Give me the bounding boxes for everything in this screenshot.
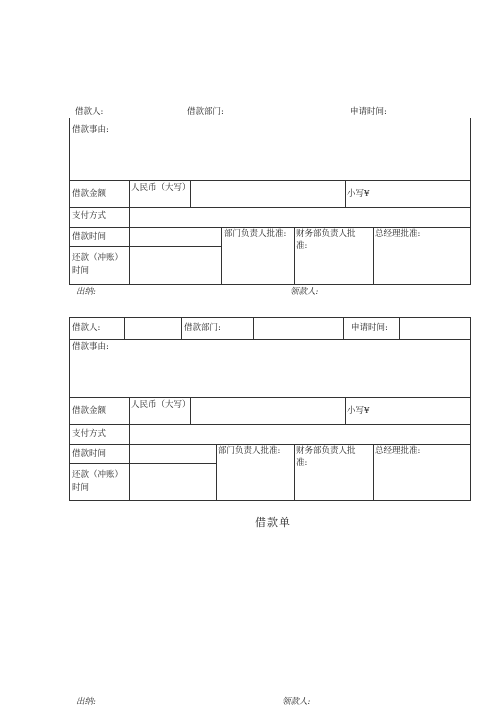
col-line	[216, 444, 217, 501]
row-line	[69, 284, 471, 285]
repay-label-line1: 还款（冲账）	[72, 470, 124, 480]
dept-approval-label: 部门负责人批准:	[218, 446, 281, 456]
finance-approval-line2: 准:	[296, 458, 308, 468]
row-line	[69, 444, 471, 445]
col-line	[345, 397, 346, 424]
row-line	[69, 339, 471, 340]
reason-field[interactable]	[130, 135, 460, 175]
gm-approval-label: 总经理批准:	[375, 229, 421, 239]
small-yen-label: 小写¥	[347, 189, 370, 199]
reason-field[interactable]	[130, 352, 460, 392]
dept-approval-label: 部门负责人批准:	[224, 229, 287, 239]
rmb-upper-label: 人民币（大写）	[131, 183, 191, 193]
small-yen-label: 小写¥	[347, 406, 370, 416]
col-line	[124, 317, 125, 339]
footer-cashier-label: 出纳:	[76, 697, 96, 707]
payment-method-field[interactable]	[131, 425, 469, 443]
col-line	[253, 317, 254, 339]
reason-label: 借款事由:	[72, 125, 109, 135]
apply-time-label: 申请时间:	[350, 107, 387, 117]
row-line	[69, 463, 216, 464]
footer-receiver-label: 领款人:	[282, 697, 311, 707]
payment-method-field[interactable]	[131, 208, 469, 226]
col-line	[399, 317, 400, 339]
payment-method-label: 支付方式	[72, 211, 107, 221]
repay-label-line2: 时间	[72, 483, 90, 493]
col-line	[294, 444, 295, 501]
col-line	[129, 397, 130, 501]
department-field[interactable]	[255, 319, 341, 337]
repay-label-line1: 还款（冲账）	[72, 253, 124, 263]
amount-label: 借款金额	[72, 189, 107, 199]
col-line	[345, 180, 346, 207]
payment-method-label: 支付方式	[72, 429, 107, 439]
col-line	[373, 227, 374, 285]
cashier-label: 出纳:	[76, 287, 96, 297]
department-label: 借款部门:	[187, 107, 224, 117]
finance-approval-line2: 准:	[296, 241, 308, 251]
borrower-label: 借款人:	[75, 107, 104, 117]
rmb-upper-label: 人民币（大写）	[131, 400, 191, 410]
col-line	[294, 227, 295, 285]
borrower-label: 借款人:	[72, 323, 101, 333]
form-border-right	[470, 118, 471, 285]
loan-time-label: 借款时间	[72, 232, 107, 242]
amount-upper-field[interactable]	[191, 181, 344, 206]
reason-label: 借款事由:	[72, 342, 109, 352]
department-label: 借款部门:	[184, 323, 221, 333]
finance-approval-line1: 财务部负责人批	[296, 229, 356, 239]
repay-label-line2: 时间	[72, 266, 90, 276]
col-line	[129, 180, 130, 285]
amount-upper-field[interactable]	[191, 398, 344, 423]
col-line	[343, 317, 344, 339]
apply-time-field[interactable]	[401, 319, 469, 337]
row-line	[69, 246, 221, 247]
form-border-left	[69, 118, 70, 285]
receiver-label: 领款人:	[290, 287, 319, 297]
finance-approval-line1: 财务部负责人批	[296, 446, 356, 456]
col-line	[181, 317, 182, 339]
col-line	[373, 444, 374, 501]
col-line	[221, 227, 222, 285]
loan-time-label: 借款时间	[72, 449, 107, 459]
document-title: 借款单	[255, 516, 291, 529]
gm-approval-label: 总经理批准:	[375, 446, 421, 456]
borrower-field[interactable]	[126, 319, 180, 337]
amount-label: 借款金额	[72, 406, 107, 416]
row-line	[69, 227, 471, 228]
apply-time-label: 申请时间:	[351, 323, 388, 333]
